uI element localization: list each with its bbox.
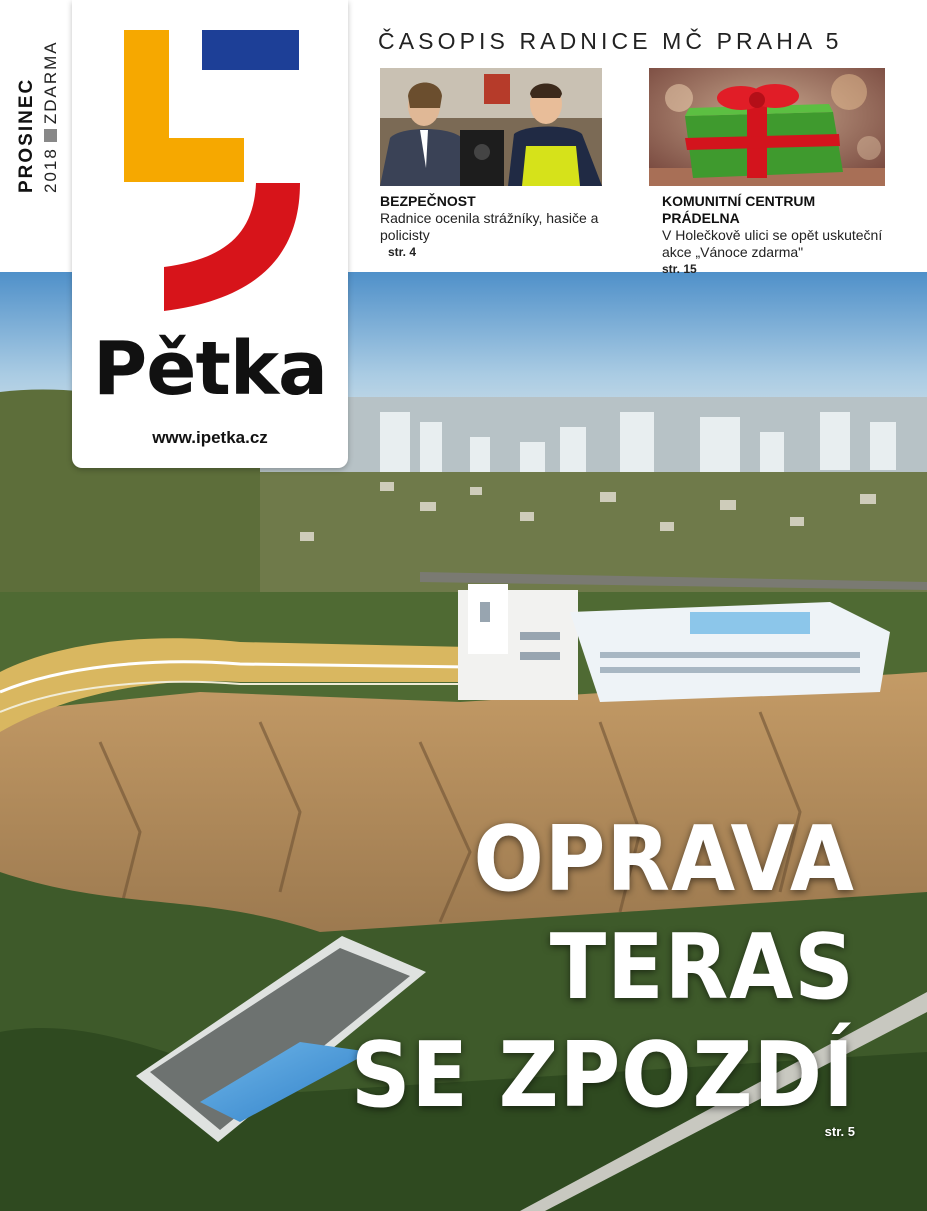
issue-year-price xyxy=(40,28,62,193)
teaser-community-center[interactable] xyxy=(649,68,885,277)
headline-line-2: TERAS xyxy=(549,915,855,1020)
masthead xyxy=(72,0,348,468)
teaser-page-ref: str. 4 xyxy=(388,245,417,259)
teaser-description: V Holečkově ulici se opět uskuteční akce „Vánoce zdarma" xyxy=(662,227,883,260)
cover-headline[interactable] xyxy=(307,806,855,1130)
headline-page-ref: str. 5 xyxy=(824,1124,855,1139)
award-ceremony-photo xyxy=(380,68,602,186)
issue-price: ZDARMA xyxy=(41,40,60,125)
logo-blue-shape xyxy=(202,30,299,70)
teaser-description: Radnice ocenila strážníky, hasiče a policisty xyxy=(380,210,599,243)
issue-info xyxy=(14,28,74,193)
teaser-category: BEZPEČNOST xyxy=(380,193,476,209)
teaser-category: KOMUNITNÍ CENTRUM PRÁDELNA xyxy=(662,193,816,226)
gift-box-photo xyxy=(649,68,885,186)
issue-month: PROSINEC xyxy=(16,77,37,193)
headline-line-3: SE ZPOZDÍ xyxy=(350,1023,855,1128)
separator-square xyxy=(44,129,57,142)
brand-name: Pětka xyxy=(93,326,327,412)
logo-red-arc xyxy=(160,183,300,315)
headline-line-1: OPRAVA xyxy=(473,807,855,912)
teaser-page-ref: str. 15 xyxy=(662,262,697,276)
issue-year: 2018 xyxy=(41,147,60,193)
website-link[interactable]: www.ipetka.cz xyxy=(152,428,268,447)
publication-tagline: ČASOPIS RADNICE MČ PRAHA 5 xyxy=(378,28,843,54)
teaser-security[interactable] xyxy=(380,68,602,260)
logo-yellow-shape-foot xyxy=(124,138,244,182)
